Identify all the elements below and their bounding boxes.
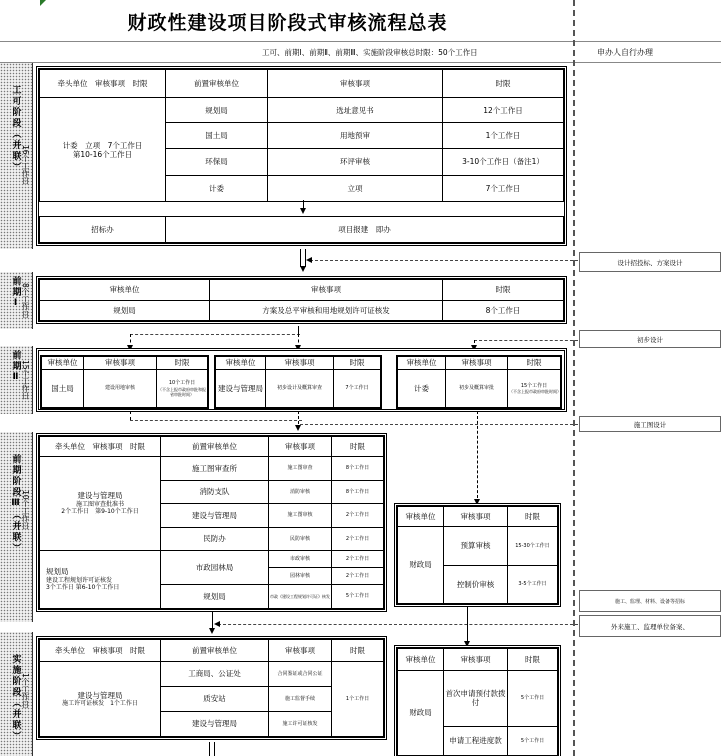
table-cell: 规划局 — [40, 300, 210, 321]
table-cell: 市政审核 — [269, 551, 332, 568]
total-time-note: 工可、前期Ⅰ、前期Ⅱ、前期Ⅲ、实施阶段审核总时限：50个工作日 — [262, 48, 478, 57]
flow-connector — [477, 411, 478, 503]
cell-marker-icon — [40, 0, 46, 6]
header-item: 审核事项 — [266, 357, 334, 370]
lead-time: 3个工作日 第6-10个工作日 — [46, 584, 120, 592]
stage3-group-construction — [214, 355, 382, 409]
header-time: 时限 — [334, 357, 381, 370]
dashed-link — [130, 420, 302, 421]
note-construction-drawing: 施工图设计 — [579, 416, 721, 432]
header-item: 审核事项 — [444, 507, 508, 527]
header-pre-unit: 前置审核单位 — [161, 437, 269, 457]
lead-cell — [40, 662, 161, 737]
header-time: 时限 — [508, 507, 558, 527]
divider — [0, 62, 721, 63]
table-cell: 民防审核 — [269, 527, 332, 551]
arrow-left-icon — [306, 257, 312, 263]
table-cell: 8个工作日 — [332, 480, 384, 504]
table-cell: 消防审核 — [269, 480, 332, 504]
lead-sub: 施工许可证核发 1个工作日 — [62, 699, 138, 707]
flow-connector — [298, 326, 299, 334]
header-unit: 审核单位 — [398, 507, 444, 527]
note-bidding: 施工、监理、材料、设备等招标 — [579, 590, 721, 612]
stage-duration: 10个工作日 — [21, 490, 30, 530]
table-cell: 国土局 — [42, 370, 84, 408]
table-cell: 质安站 — [161, 687, 269, 712]
table-cell: 环评审核 — [268, 149, 443, 175]
table-cell: 1个工作日 — [332, 662, 384, 737]
side-column-header: 申办人自行办理 — [597, 48, 653, 57]
stage-label-shishi: 实施阶段（并联） — [0, 632, 33, 756]
table-cell: 市政园林局 — [161, 551, 269, 585]
table-cell: 12个工作日 — [443, 98, 564, 122]
table-cell: 计委 — [166, 175, 268, 201]
arrow-down-icon — [295, 425, 301, 431]
lead-time: 2个工作日 第9-10个工作日 — [61, 508, 139, 516]
stage5-table — [36, 636, 387, 740]
table-cell: 2个工作日 — [332, 568, 384, 585]
header-lead: 牵头单位 审核事项 时限 — [40, 437, 161, 457]
lead-cell — [40, 551, 161, 609]
time-note: （不含上报市政府审批时间） — [509, 389, 561, 395]
table-cell: 工商局、公证处 — [161, 662, 269, 687]
table-cell: 选址意见书 — [268, 98, 443, 122]
dashed-link — [130, 334, 300, 335]
table-cell: 建设与管理局 — [161, 504, 269, 528]
table-cell: 7个工作日 — [334, 370, 381, 408]
table-cell: 15-30个工作日 — [508, 527, 558, 566]
table-cell: 施工图审查所 — [161, 457, 269, 481]
table-cell: 民防办 — [161, 527, 269, 551]
header-pre-unit: 前置审核单位 — [166, 70, 268, 98]
header-lead: 牵头单位 审核事项 时限 — [40, 640, 161, 662]
header-time: 时限 — [332, 437, 384, 457]
lead-cell — [40, 98, 166, 202]
table-cell: 控制价审核 — [444, 565, 508, 604]
dashed-link — [300, 424, 578, 425]
arrow-down-icon — [300, 266, 306, 272]
note-preliminary-design: 初步设计 — [579, 330, 721, 348]
flow-connector — [467, 607, 468, 643]
header-time: 时限 — [157, 357, 208, 370]
header-item: 审核事项 — [210, 280, 443, 301]
table-cell — [157, 370, 208, 408]
table-cell: 施工图审查 — [269, 457, 332, 481]
table-cell: 8个工作日 — [443, 300, 564, 321]
stage-duration: 16个工作日 — [21, 145, 30, 185]
stage4-table — [36, 433, 387, 612]
table-cell: 建设与管理局 — [161, 712, 269, 737]
header-time: 时限 — [332, 640, 384, 662]
header-unit: 审核单位 — [40, 280, 210, 301]
header-time: 时限 — [443, 70, 564, 98]
footer-item: 项目报建 即办 — [166, 216, 564, 243]
header-time: 时限 — [508, 649, 558, 671]
table-cell: 预算审核 — [444, 527, 508, 566]
table-cell: 环保局 — [166, 149, 268, 175]
header-item: 审核事项 — [269, 437, 332, 457]
header-time: 时限 — [508, 357, 561, 370]
table-cell: 1个工作日 — [443, 122, 564, 148]
arrow-down-icon — [300, 208, 306, 214]
header-unit: 审核单位 — [398, 649, 444, 671]
table-cell: 财政局 — [398, 527, 444, 604]
lead-text: 建设与管理局 — [77, 690, 123, 700]
table-cell: 用地预审 — [268, 122, 443, 148]
header-lead: 牵头单位 审核事项 时限 — [40, 70, 166, 98]
footer-unit: 招标办 — [40, 216, 166, 243]
stage-label-qianqi3: 前期阶段Ⅲ（并联） — [0, 432, 33, 622]
table-cell: 3-5个工作日 — [508, 565, 558, 604]
header-item: 审核事项 — [446, 357, 508, 370]
stage-label-qianqi2: 前期Ⅱ — [0, 346, 33, 414]
lead-sub: 建设工程规划许可证核发 — [46, 576, 113, 584]
table-cell: 3-10个工作日（备注1） — [443, 149, 564, 175]
stage-label-gongke: 工可阶段（并联） — [0, 63, 33, 249]
stage-label-qianqi1: 前期Ⅰ — [0, 272, 33, 329]
flow-connector — [209, 742, 215, 756]
stage-duration: 8个工作日 — [21, 283, 30, 318]
stage3-group-land — [40, 355, 209, 409]
dashed-link — [310, 260, 578, 261]
note-design-bidding: 设计招投标、方案设计 — [579, 252, 721, 272]
arrow-down-icon — [209, 628, 215, 634]
table-cell: 规划局 — [161, 584, 269, 608]
lead-text: 建设与管理局 — [77, 491, 123, 501]
header-unit: 审核单位 — [398, 357, 446, 370]
table-cell: 申请工程进度款 — [444, 726, 508, 755]
time-value: 10个工作日 — [168, 380, 196, 387]
time-note: （不含上报市政府审批和报省审批时间） — [158, 386, 206, 397]
note-contract-filing: 外来施工、监理单位备案、 — [579, 615, 721, 637]
lead-sub: 第10-16个工作日 — [72, 149, 133, 159]
time-value: 15个工作日 — [520, 382, 548, 389]
lead-cell — [40, 457, 161, 551]
dashed-link — [474, 340, 578, 341]
table-cell: 施工许可证核发 — [269, 712, 332, 737]
table-cell — [508, 370, 561, 408]
table-cell: 建设用地审核 — [84, 370, 157, 408]
header-time: 时限 — [443, 280, 564, 301]
table-cell: 立项 — [268, 175, 443, 201]
dashed-link — [218, 624, 578, 625]
header-unit: 审核单位 — [42, 357, 84, 370]
divider — [0, 41, 721, 42]
table-cell: 初步及概算审批 — [446, 370, 508, 408]
table-cell: 施工监督手续 — [269, 687, 332, 712]
table-cell: 消防支队 — [161, 480, 269, 504]
table-cell: 财政局 — [398, 671, 444, 756]
header-item: 审核事项 — [268, 70, 443, 98]
stage1-table — [36, 66, 567, 246]
table-cell: 8个工作日 — [332, 457, 384, 481]
stage3-group-planning — [396, 355, 562, 409]
header-item: 审核事项 — [84, 357, 157, 370]
table-cell: 5个工作日 — [508, 726, 558, 755]
arrow-left-icon — [214, 621, 220, 627]
table-cell: 规划局 — [166, 98, 268, 122]
table-cell: 建设与管理局 — [216, 370, 266, 408]
stage4-finance-table — [394, 503, 561, 607]
table-cell: 首次申请预付款拨付 — [444, 671, 508, 727]
table-cell: 7个工作日 — [443, 175, 564, 201]
table-cell: 5个工作日 — [332, 584, 384, 608]
table-cell: 园林审核 — [269, 568, 332, 585]
header-item: 审核事项 — [269, 640, 332, 662]
stage2-table — [36, 276, 567, 324]
side-column-divider — [573, 0, 575, 756]
table-cell: 计委 — [398, 370, 446, 408]
table-cell: 2个工作日 — [332, 551, 384, 568]
table-cell: 合同鉴证或合同公证 — [269, 662, 332, 687]
table-cell: 市政《建设工程规划许可证》核发 — [269, 584, 332, 608]
table-cell: 5个工作日 — [508, 671, 558, 727]
table-cell: 2个工作日 — [332, 504, 384, 528]
header-pre-unit: 前置审核单位 — [161, 640, 269, 662]
stage-duration: 1个工作日 — [21, 672, 30, 708]
flow-connector — [130, 411, 131, 420]
header-item: 审核事项 — [444, 649, 508, 671]
lead-text: 规划局 — [46, 567, 69, 577]
lead-text: 计委 立项 7个工作日 — [62, 140, 143, 150]
page-title: 财政性建设项目阶段式审核流程总表 — [127, 12, 448, 34]
stage-duration: 15个工作日 — [21, 360, 30, 400]
stage5-finance-table — [394, 645, 561, 756]
table-cell: 方案及总平审核和用地规划许可证核发 — [210, 300, 443, 321]
table-cell: 2个工作日 — [332, 527, 384, 551]
lead-sub: 施工图审查批准书 — [75, 500, 124, 508]
table-cell: 施工图审核 — [269, 504, 332, 528]
header-unit: 审核单位 — [216, 357, 266, 370]
table-cell: 国土局 — [166, 122, 268, 148]
table-cell: 初步设计及概算审查 — [266, 370, 334, 408]
